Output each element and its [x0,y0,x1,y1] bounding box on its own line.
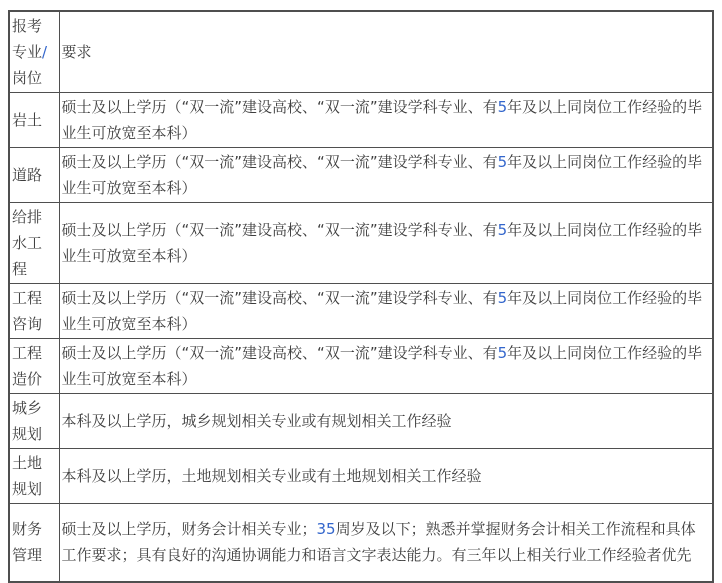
table-row [9,284,713,339]
header-requirement-cell: 要求 [59,11,713,93]
header-position-cell: 报考专业/岗位 [9,11,59,93]
position-cell: 工程咨询 [9,284,59,339]
ascii-accent-text: / [42,43,48,61]
position-cell: 城乡规划 [9,394,59,449]
ascii-accent-text: 5 [497,344,508,362]
ascii-accent-text: 5 [497,289,508,307]
table-row [9,203,713,284]
table-row [9,449,713,504]
requirement-cell: 硕士及以上学历（“双一流”建设高校、“双一流”建设学科专业、有5年及以上同岗位工作经验的毕业生可放宽至本科） [59,284,713,339]
requirement-cell: 硕士及以上学历（“双一流”建设高校、“双一流”建设学科专业、有5年及以上同岗位工作经验的毕业生可放宽至本科） [59,93,713,148]
table-row [9,93,713,148]
position-cell: 土地规划 [9,449,59,504]
ascii-accent-text: 5 [497,98,508,116]
table-row [9,148,713,203]
table-row [9,504,713,582]
requirement-cell: 硕士及以上学历（“双一流”建设高校、“双一流”建设学科专业、有5年及以上同岗位工作经验的毕业生可放宽至本科） [59,203,713,284]
position-cell: 给排水工程 [9,203,59,284]
requirement-cell: 硕士及以上学历（“双一流”建设高校、“双一流”建设学科专业、有5年及以上同岗位工作经验的毕业生可放宽至本科） [59,148,713,203]
requirement-cell: 本科及以上学历，城乡规划相关专业或有规划相关工作经验 [59,394,713,449]
requirement-cell: 硕士及以上学历（“双一流”建设高校、“双一流”建设学科专业、有5年及以上同岗位工作经验的毕业生可放宽至本科） [59,339,713,394]
table-row [9,394,713,449]
ascii-accent-text: 5 [497,221,508,239]
table-row [9,339,713,394]
requirement-cell: 硕士及以上学历，财务会计相关专业；35周岁及以下；熟悉并掌握财务会计相关工作流程和具体工作要求；具有良好的沟通协调能力和语言文字表达能力。有三年以上相关行业工作经验者优先 [59,504,713,582]
requirement-cell: 本科及以上学历，土地规划相关专业或有土地规划相关工作经验 [59,449,713,504]
recruitment-requirements-table [8,10,714,583]
position-cell: 工程造价 [9,339,59,394]
position-cell: 岩土 [9,93,59,148]
position-cell: 财务管理 [9,504,59,582]
position-cell: 道路 [9,148,59,203]
ascii-accent-text: 5 [497,153,508,171]
ascii-accent-text: 35 [316,520,336,539]
table-header-row [9,11,713,93]
